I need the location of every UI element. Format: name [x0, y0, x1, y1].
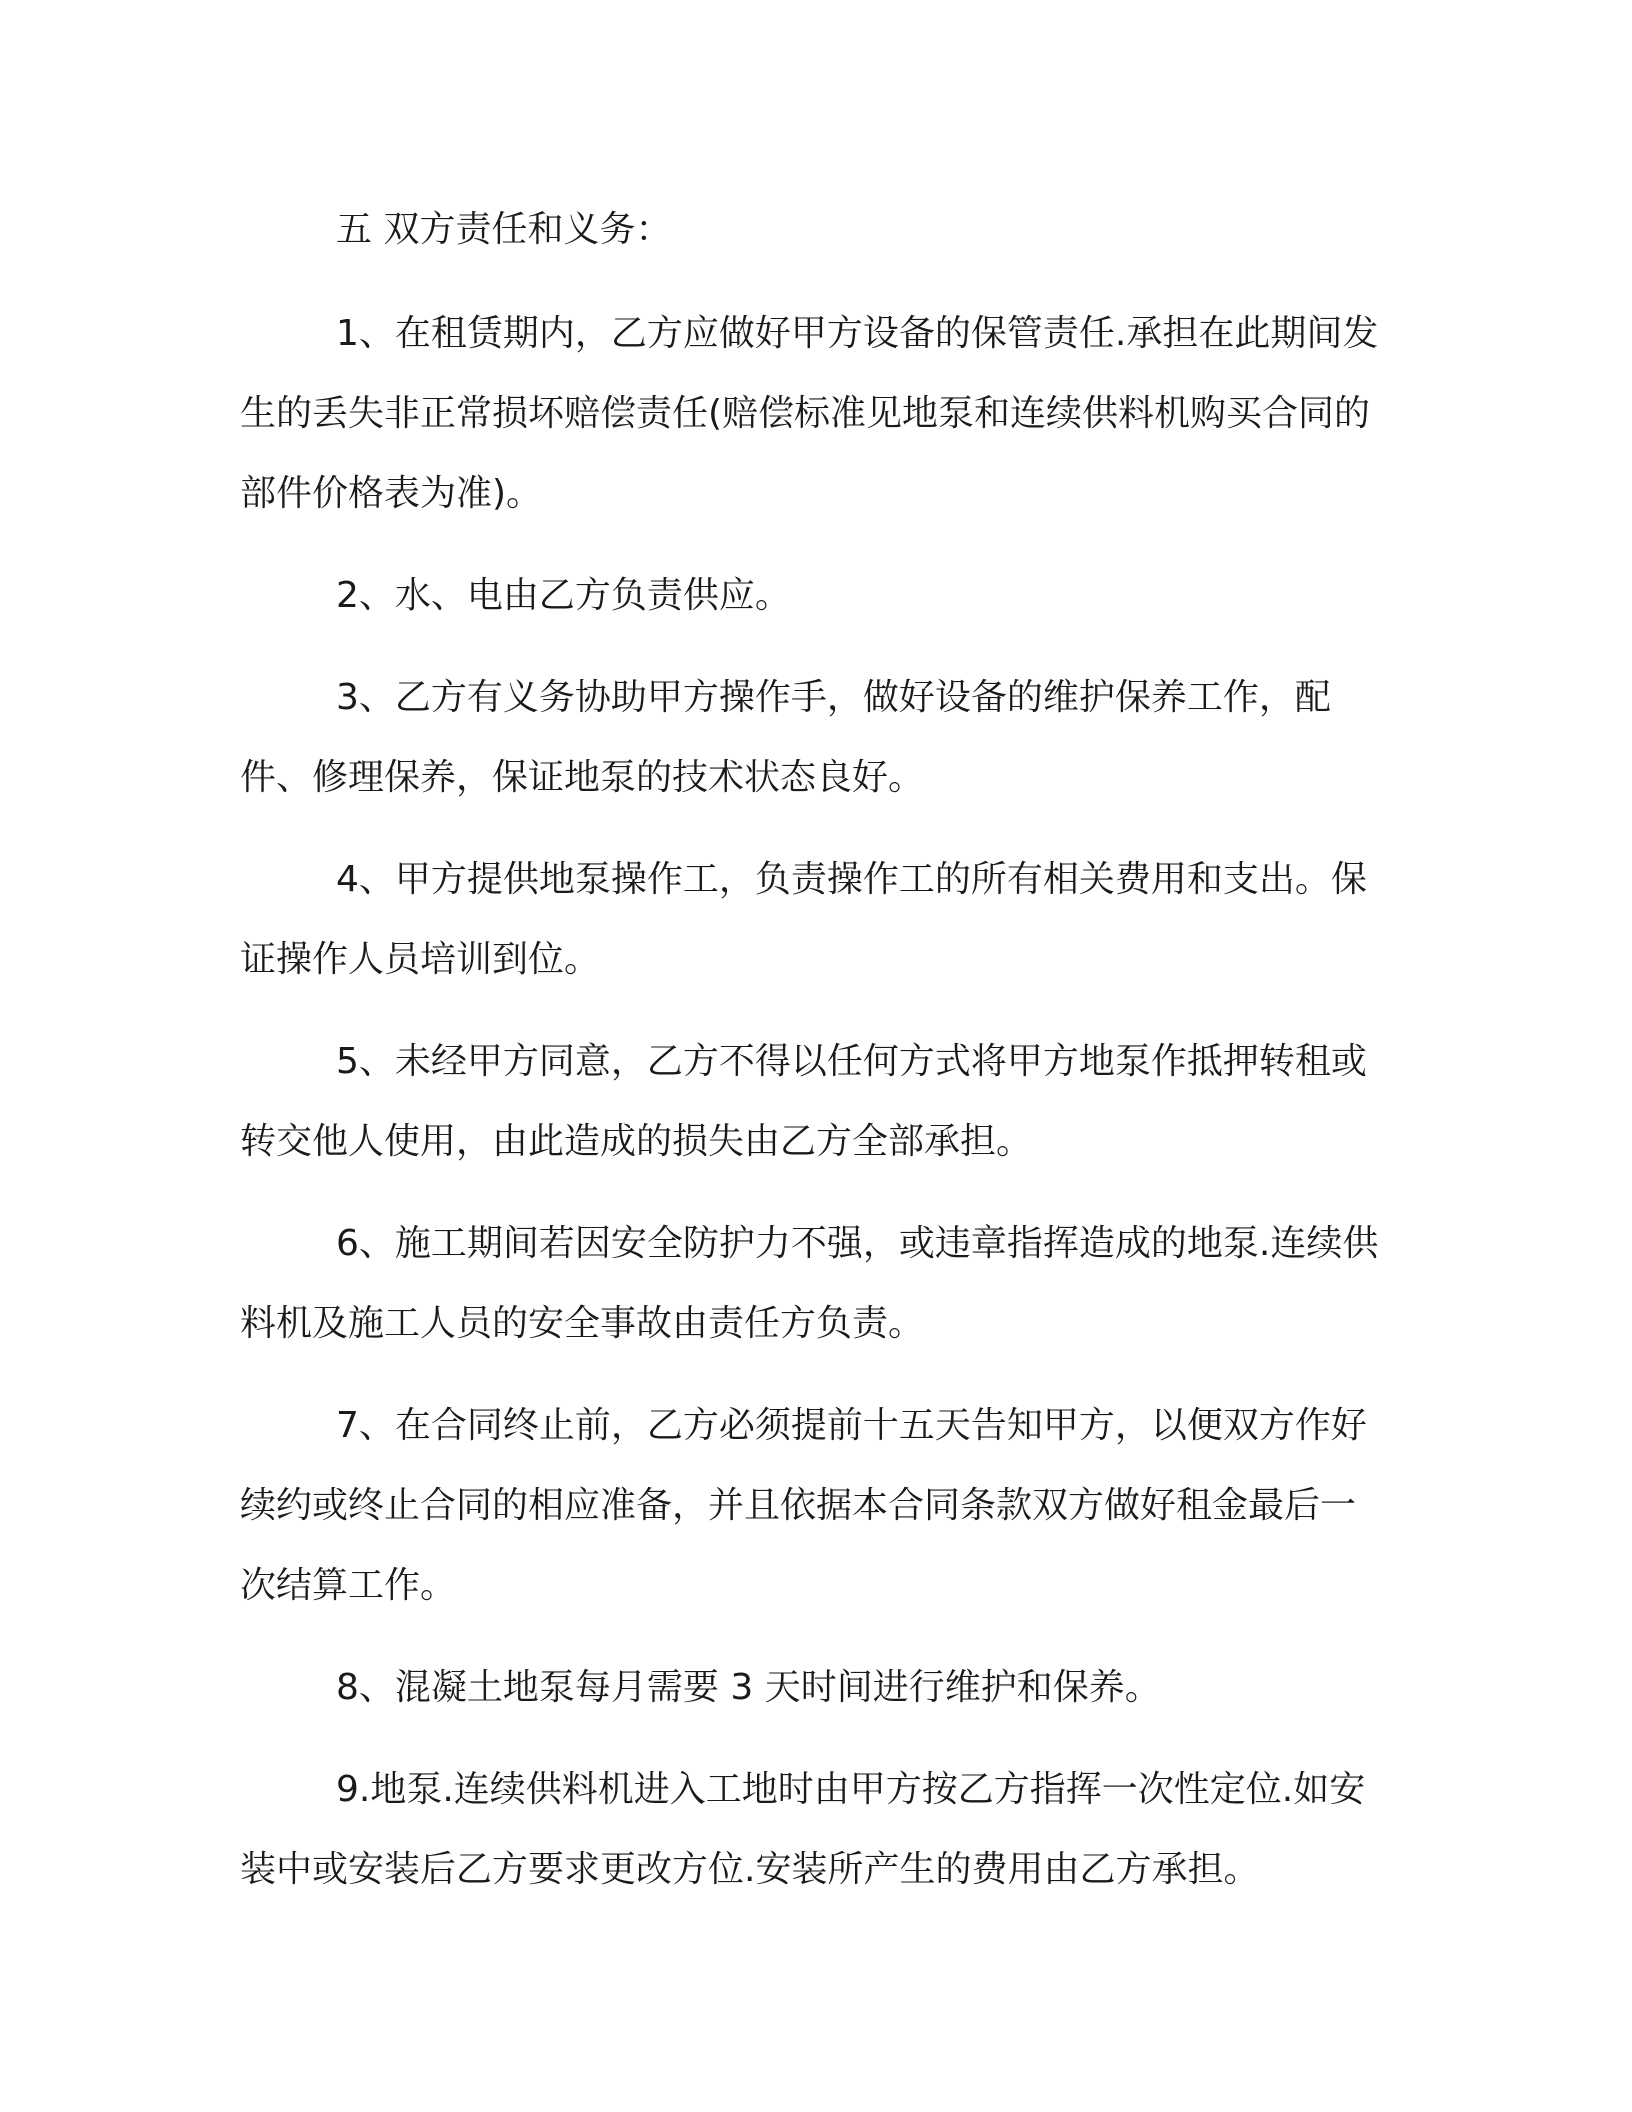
- document-body: [240, 190, 1380, 1932]
- clause-5: 5、未经甲方同意，乙方不得以任何方式将甲方地泵作抵押转租或转交他人使用，由此造成的损失由乙方全部承担。: [240, 1041, 1367, 1162]
- clause-9: 9.地泵.连续供料机进入工地时由甲方按乙方指挥一次性定位.如安装中或安装后乙方要求更改方位.安装所产生的费用由乙方承担。: [240, 1769, 1366, 1890]
- clause-4: 4、甲方提供地泵操作工，负责操作工的所有相关费用和支出。保证操作人员培训到位。: [240, 859, 1367, 980]
- clause-8: 8、混凝土地泵每月需要 3 天时间进行维护和保养。: [336, 1667, 1161, 1708]
- section-title: 五 双方责任和义务：: [336, 209, 672, 250]
- clause-1: 1、在租赁期内，乙方应做好甲方设备的保管责任.承担在此期间发生的丢失非正常损坏赔偿责任(赔偿标准见地泵和连续供料机购买合同的部件价格表为准)。: [240, 313, 1379, 514]
- clause-7: 7、在合同终止前，乙方必须提前十五天告知甲方，以便双方作好续约或终止合同的相应准备，并且依据本合同条款双方做好租金最后一次结算工作。: [240, 1405, 1367, 1606]
- clause-3: 3、乙方有义务协助甲方操作手，做好设备的维护保养工作，配件、修理保养，保证地泵的技术状态良好。: [240, 677, 1331, 798]
- clause-2: 2、水、电由乙方负责供应。: [336, 575, 791, 616]
- clause-6: 6、施工期间若因安全防护力不强，或违章指挥造成的地泵.连续供料机及施工人员的安全事故由责任方负责。: [240, 1223, 1379, 1344]
